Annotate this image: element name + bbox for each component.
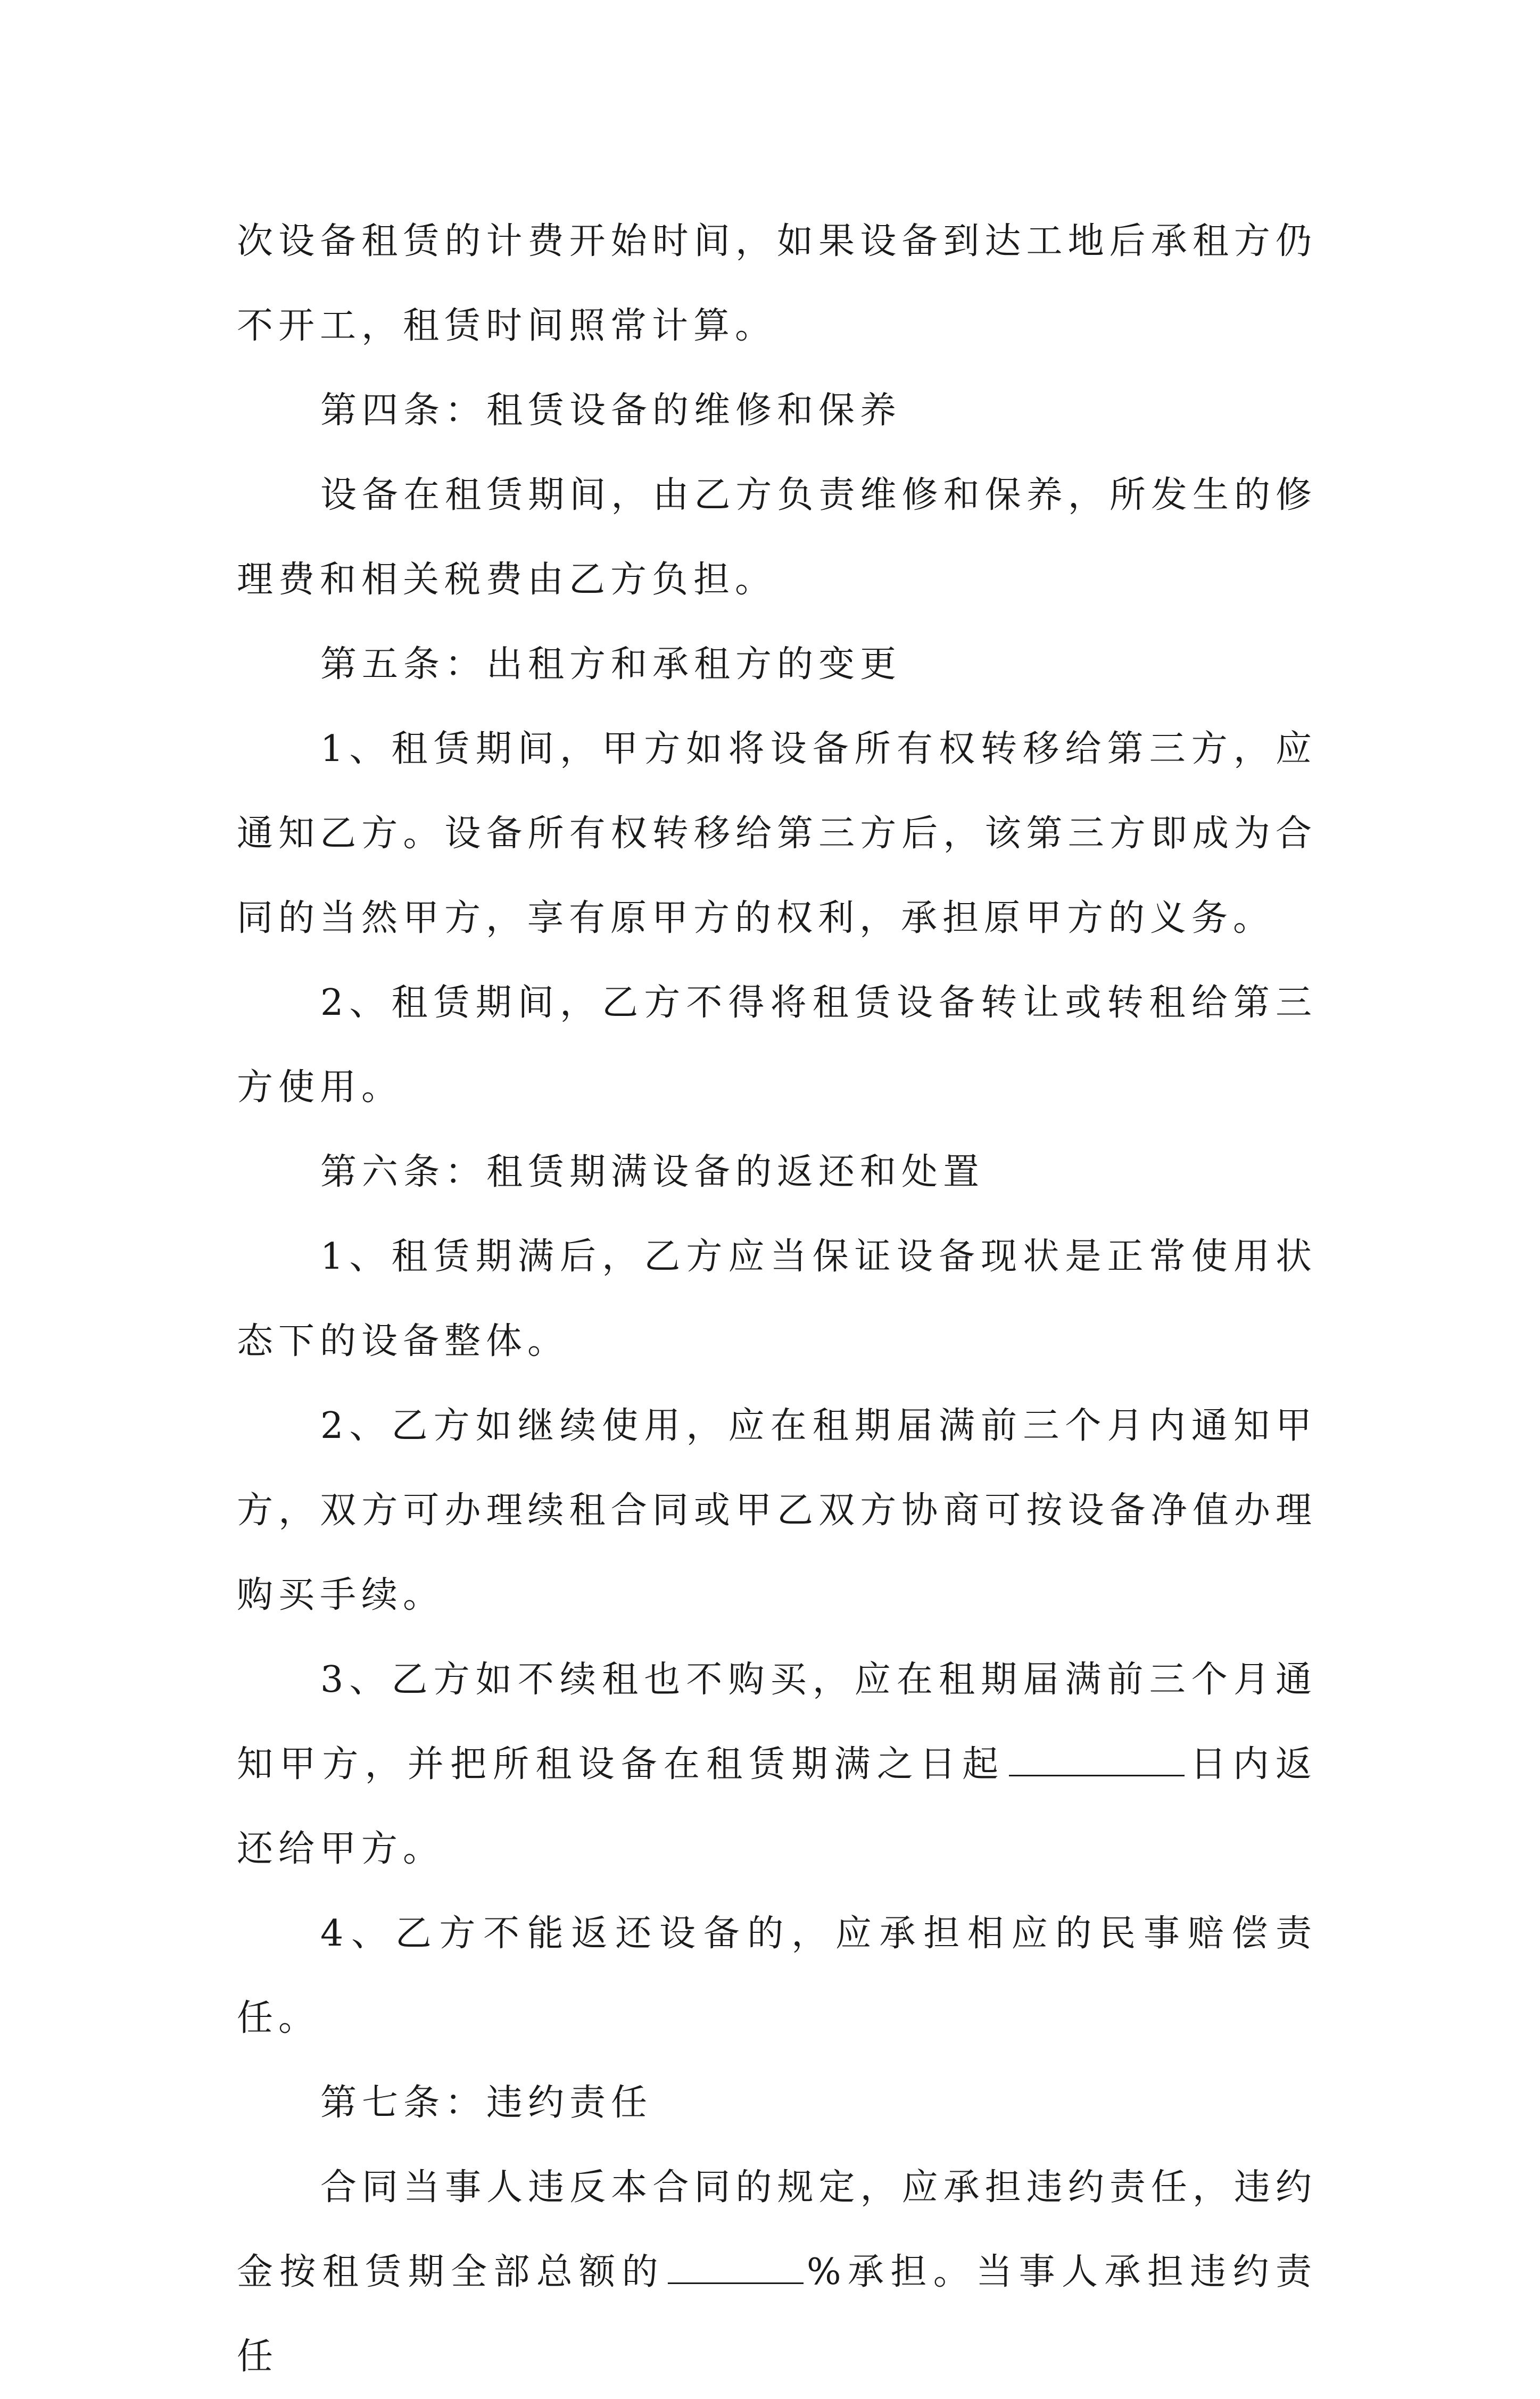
article-6-clause-4: 4、乙方不能返还设备的，应承担相应的民事赔偿责任。 xyxy=(237,1913,1317,2039)
article-4-heading: 第四条：租赁设备的维修和保养 xyxy=(320,390,902,432)
contract-body xyxy=(237,199,1317,2399)
article-7-body xyxy=(237,2145,1317,2399)
article-5-heading: 第五条：出租方和承租方的变更 xyxy=(320,643,902,685)
article-6-clause-1: 1、租赁期满后，乙方应当保证设备现状是正常使用状态下的设备整体。 xyxy=(237,1236,1317,1362)
article-7-heading: 第七条：违约责任 xyxy=(320,2082,653,2124)
article-7-text-before: 合同当事人违反本合同的规定，应承担违约责任，违约金按租赁期全部总额的 xyxy=(237,2166,1317,2293)
article-6-clause-3 xyxy=(237,1637,1317,1891)
article-7-text-after: %承担。当事人承担违约责任 xyxy=(237,2251,1317,2378)
clause-3-text-after: 日内返还给甲方。 xyxy=(237,1743,1317,1870)
article-6-heading: 第六条：租赁期满设备的返还和处置 xyxy=(320,1151,985,1193)
paragraph-continuation: 次设备租赁的计费开始时间，如果设备到达工地后承租方仍不开工，租赁时间照常计算。 xyxy=(237,220,1317,347)
article-5-clause-2: 2、租赁期间，乙方不得将租赁设备转让或转租给第三方使用。 xyxy=(237,982,1317,1108)
article-4-body: 设备在租赁期间，由乙方负责维修和保养，所发生的修理费和相关税费由乙方负担。 xyxy=(237,474,1317,601)
clause-3-text-before: 3、乙方如不续租也不购买，应在租期届满前三个月通知甲方，并把所租设备在租赁期满之日起 xyxy=(237,1659,1317,1785)
article-6-clause-2: 2、乙方如继续使用，应在租期届满前三个月内通知甲方，双方可办理续租合同或甲乙双方协商可按设备净值办理购买手续。 xyxy=(237,1405,1317,1616)
days-blank-line xyxy=(1009,1745,1185,1776)
article-5-clause-1: 1、租赁期间，甲方如将设备所有权转移给第三方，应通知乙方。设备所有权转移给第三方后，该第三方即成为合同的当然甲方，享有原甲方的权利，承担原甲方的义务。 xyxy=(237,728,1317,939)
percent-blank-line xyxy=(668,2253,804,2284)
